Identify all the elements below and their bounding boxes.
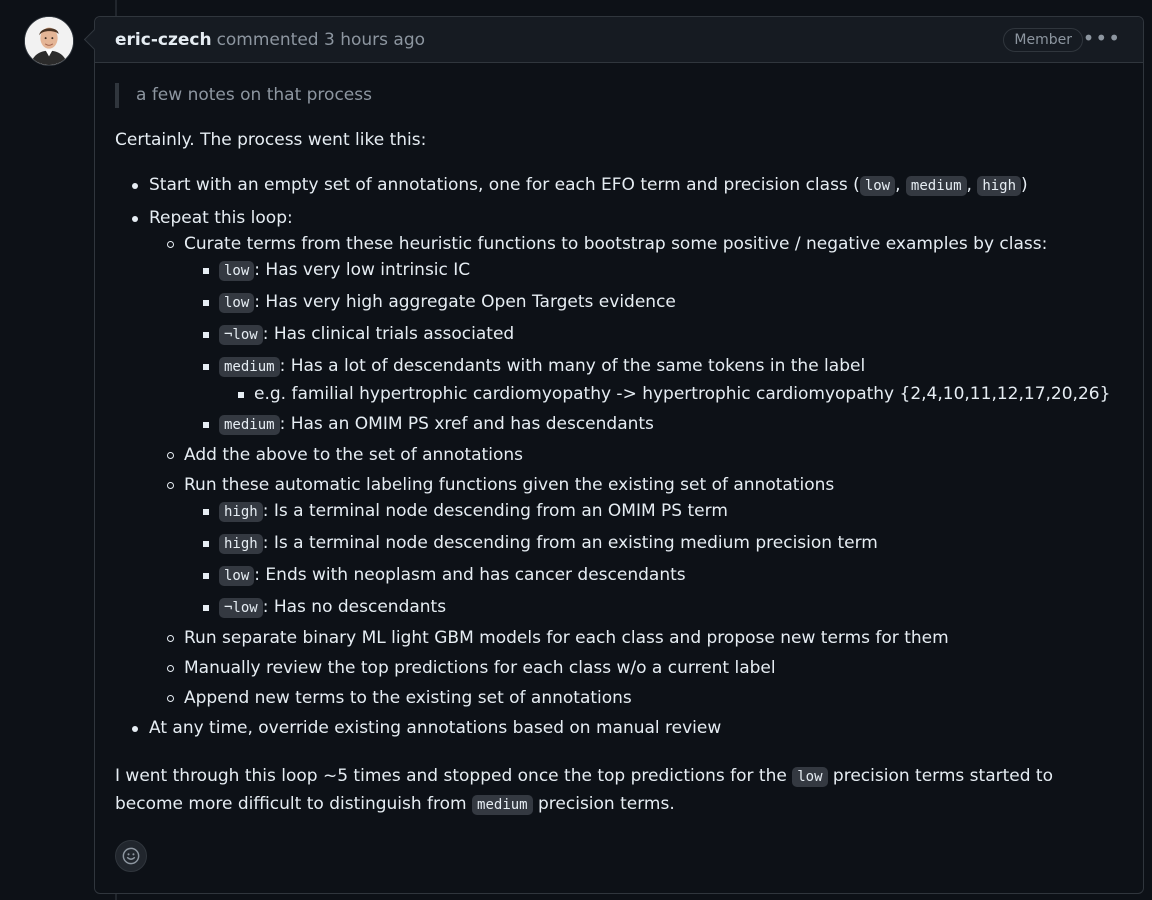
comment-timestamp[interactable]: commented 3 hours ago — [216, 29, 426, 50]
inline-code: high — [219, 502, 263, 522]
list-item: Curate terms from these heuristic functions to bootstrap some positive / negative examples by class: low : Has very low intrinsic IC low : Has very high aggregate Open Targets evidence ¬low : Has clinical trials associated medium : Has a lot of descendants with many of the same tokens in the label e.g. familial hypertrophic cardiomyopathy -> hypertrophic cardiomyopathy {2,4,10,11,12,17,20,26} medium : Has an OMIM PS xref and has descendants — [149, 233, 1123, 436]
process-list — [115, 174, 1123, 739]
list-item — [115, 207, 1123, 709]
loop-label: Repeat this loop: — [149, 208, 293, 228]
list-item: Manually review the top predictions for each class w/o a current label — [149, 657, 1123, 679]
inline-code: medium — [906, 176, 967, 196]
list-item: medium : Has a lot of descendants with many of the same tokens in the label e.g. familial hypertrophic cardiomyopathy -> hypertrophic cardiomyopathy {2,4,10,11,12,17,20,26} — [184, 355, 1123, 405]
smiley-icon — [122, 847, 140, 865]
loop-list — [149, 233, 1123, 709]
blockquote: a few notes on that process — [115, 83, 1123, 108]
inline-code: low — [792, 767, 827, 787]
list-item: e.g. familial hypertrophic cardiomyopathy -> hypertrophic cardiomyopathy {2,4,10,11,12,17,20,26} — [219, 383, 1123, 405]
list-item: Run these automatic labeling functions given the existing set of annotations high : Is a terminal node descending from an OMIM PS term high : Is a terminal node descending from an existing medium precision term low : Ends with neoplasm and has cancer descendants ¬low : Has no descendants — [149, 474, 1123, 619]
heuristic-list — [184, 259, 1123, 436]
list-item: ¬low : Has no descendants — [184, 596, 1123, 619]
list-item: medium : Has an OMIM PS xref and has descendants — [184, 413, 1123, 436]
inline-code: low — [860, 176, 895, 196]
member-badge: Member — [1003, 28, 1083, 52]
example-list — [219, 383, 1123, 405]
inline-code: low — [219, 566, 254, 586]
comment-header — [95, 17, 1143, 63]
closing-paragraph: I went through this loop ~5 times and stopped once the top predictions for the low precision terms started to become more difficult to distinguish from medium precision terms. — [115, 766, 1053, 814]
list-item: At any time, override existing annotations based on manual review — [115, 717, 1123, 739]
inline-code: ¬low — [219, 598, 263, 618]
list-item: Start with an empty set of annotations, one for each EFO term and precision class ( low , medium , high ) — [115, 174, 1123, 197]
inline-code: medium — [472, 795, 533, 815]
list-item: Append new terms to the existing set of annotations — [149, 687, 1123, 709]
kebab-horizontal-icon[interactable]: ••• — [1082, 26, 1121, 50]
list-item: low : Has very high aggregate Open Targets evidence — [184, 291, 1123, 314]
list-item: Add the above to the set of annotations — [149, 444, 1123, 466]
inline-code: low — [219, 293, 254, 313]
inline-code: low — [219, 261, 254, 281]
list-item: high : Is a terminal node descending from an existing medium precision term — [184, 532, 1123, 555]
list-item: low : Ends with neoplasm and has cancer descendants — [184, 564, 1123, 587]
inline-code: high — [219, 534, 263, 554]
intro-text: Certainly. The process went like this: — [115, 130, 427, 150]
list-item: low : Has very low intrinsic IC — [184, 259, 1123, 282]
avatar[interactable] — [24, 16, 74, 66]
labeling-function-list — [184, 500, 1123, 619]
inline-code: medium — [219, 415, 280, 435]
comment-box — [94, 16, 1144, 894]
list-item: Run separate binary ML light GBM models for each class and propose new terms for them — [149, 627, 1123, 649]
inline-code: ¬low — [219, 325, 263, 345]
inline-code: medium — [219, 357, 280, 377]
avatar-image — [25, 17, 73, 65]
author-link[interactable]: eric-czech — [115, 29, 212, 50]
list-item: high : Is a terminal node descending from an OMIM PS term — [184, 500, 1123, 523]
comment-body — [95, 63, 1143, 819]
inline-code: high — [977, 176, 1021, 196]
add-reaction-button[interactable] — [115, 840, 147, 872]
list-item: ¬low : Has clinical trials associated — [184, 323, 1123, 346]
